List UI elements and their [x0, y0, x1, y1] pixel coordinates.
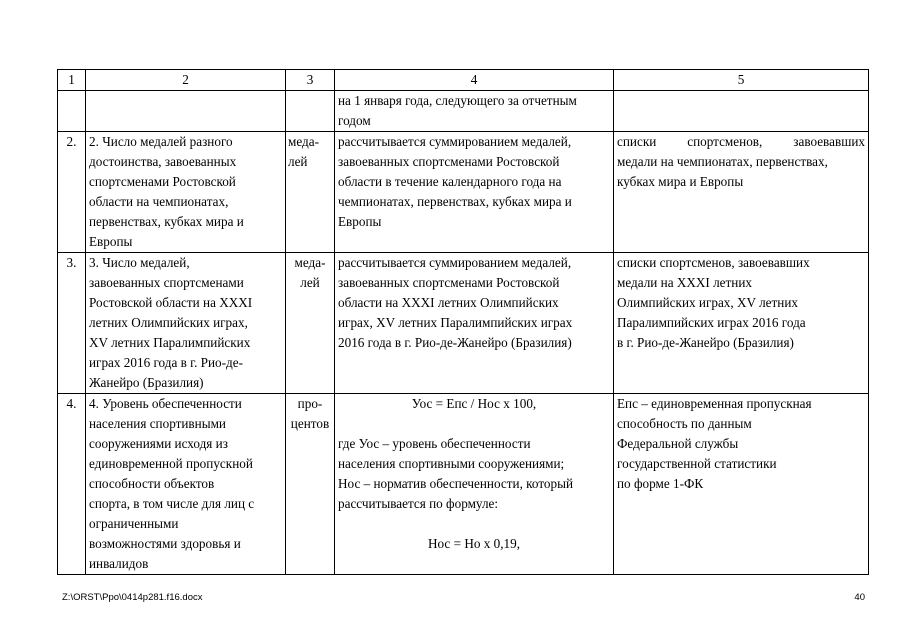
source-cell: [614, 132, 869, 253]
name-line: XV летних Паралимпийских: [89, 335, 251, 350]
table-row: [58, 394, 869, 575]
source-line: способность по данным: [617, 416, 752, 431]
footer-page-number: 40: [854, 592, 865, 603]
indicator-name-cell: [86, 132, 286, 253]
header-col-1: 1: [58, 70, 86, 91]
method-line: играх, XV летних Паралимпийских играх: [338, 315, 573, 330]
source-line: Олимпийских играх, XV летних: [617, 295, 798, 310]
method-line: чемпионатах, первенствах, кубках мира и: [338, 194, 572, 209]
name-line: способности объектов: [89, 476, 215, 491]
name-line: инвалидов: [89, 556, 149, 571]
unit-cell: [286, 253, 335, 394]
indicator-name-cell: [86, 91, 286, 132]
unit-line: медa-: [288, 134, 319, 149]
name-line: Европы: [89, 234, 133, 249]
name-line: достоинства, завоеванных: [89, 154, 237, 169]
method-line: области в течение календарного года на: [338, 174, 562, 189]
method-line: на 1 января года, следующего за отчетным: [338, 93, 577, 108]
indicator-name-cell: [86, 394, 286, 575]
name-line: сооружениями исходя из: [89, 436, 228, 451]
name-line: 2. Число медалей разного: [89, 134, 233, 149]
method-line: завоеванных спортсменами Ростовской: [338, 154, 560, 169]
source-line: кубках мира и Европы: [617, 174, 744, 189]
method-line: Нос – норматив обеспеченности, который: [338, 476, 574, 491]
name-line: Жанейро (Бразилия): [89, 375, 204, 390]
name-line: 3. Число медалей,: [89, 255, 190, 270]
source-cell: [614, 253, 869, 394]
row-number: 2.: [58, 132, 86, 253]
source-line: Епс – единовременная пропускная: [617, 396, 812, 411]
method-cell: [335, 91, 614, 132]
unit-line: про-: [297, 396, 323, 411]
footer-file-path: Z:\ORST\Ppo\0414p281.f16.docx: [62, 592, 203, 603]
name-line: единовременной пропускной: [89, 456, 253, 471]
name-line: ограниченными: [89, 516, 179, 531]
method-line: где Уос – уровень обеспеченности: [338, 436, 531, 451]
method-line: годом: [338, 113, 371, 128]
method-line: 2016 года в г. Рио-де-Жанейро (Бразилия): [338, 335, 572, 350]
name-line: играх 2016 года в г. Рио-де-: [89, 355, 243, 370]
unit-line: центов: [290, 416, 330, 431]
row-number: 3.: [58, 253, 86, 394]
table-header-row: [58, 70, 869, 91]
source-line: списки спортсменов, завоевавших: [617, 134, 865, 149]
method-line: Европы: [338, 214, 382, 229]
source-cell: [614, 91, 869, 132]
method-line: населения спортивными сооружениями;: [338, 456, 565, 471]
source-line: государственной статистики: [617, 456, 777, 471]
name-line: 4. Уровень обеспеченности: [89, 396, 242, 411]
name-line: области на чемпионатах,: [89, 194, 229, 209]
unit-line: меда-: [294, 255, 326, 270]
name-line: завоеванных спортсменами: [89, 275, 244, 290]
method-line: завоеванных спортсменами Ростовской: [338, 275, 560, 290]
method-line: рассчитывается суммированием медалей,: [338, 255, 572, 270]
source-line: Паралимпийских играх 2016 года: [617, 315, 806, 330]
source-line: списки спортсменов, завоевавших: [617, 255, 810, 270]
header-col-5: 5: [614, 70, 869, 91]
method-line: области на XXXI летних Олимпийских: [338, 295, 559, 310]
unit-line: лей: [288, 154, 308, 169]
method-line: рассчитывается суммированием медалей,: [338, 134, 572, 149]
table-row: [58, 253, 869, 394]
formula-nos: Нос = Нo х 0,19,: [427, 536, 520, 551]
row-number: 4.: [58, 394, 86, 575]
method-cell: [335, 132, 614, 253]
unit-cell: [286, 394, 335, 575]
unit-line: лей: [300, 275, 320, 290]
source-line: медали на XXXI летних: [617, 275, 753, 290]
method-cell: [335, 394, 614, 575]
unit-cell: [286, 132, 335, 253]
name-line: Ростовской области на XXXI: [89, 295, 253, 310]
name-line: возможностями здоровья и: [89, 536, 241, 551]
unit-cell: [286, 91, 335, 132]
indicator-name-cell: [86, 253, 286, 394]
header-col-2: 2: [86, 70, 286, 91]
name-line: летних Олимпийских играх,: [89, 315, 248, 330]
formula-uos: Уос = Епс / Нос х 100,: [411, 396, 537, 411]
indicators-table: [57, 69, 869, 575]
source-line: по форме 1-ФК: [617, 476, 704, 491]
name-line: спорта, в том числе для лиц с: [89, 496, 255, 511]
method-line: рассчитывается по формуле:: [338, 496, 499, 511]
header-col-3: 3: [286, 70, 335, 91]
name-line: спортсменами Ростовской: [89, 174, 236, 189]
source-cell: [614, 394, 869, 575]
table-row: [58, 91, 869, 132]
name-line: первенствах, кубках мира и: [89, 214, 244, 229]
source-line: медали на чемпионатах, первенствах,: [617, 154, 828, 169]
source-line: в г. Рио-де-Жанейро (Бразилия): [617, 335, 794, 350]
method-cell: [335, 253, 614, 394]
name-line: населения спортивными: [89, 416, 226, 431]
source-line: Федеральной службы: [617, 436, 739, 451]
table-row: [58, 132, 869, 253]
header-col-4: 4: [335, 70, 614, 91]
row-number: [58, 91, 86, 132]
